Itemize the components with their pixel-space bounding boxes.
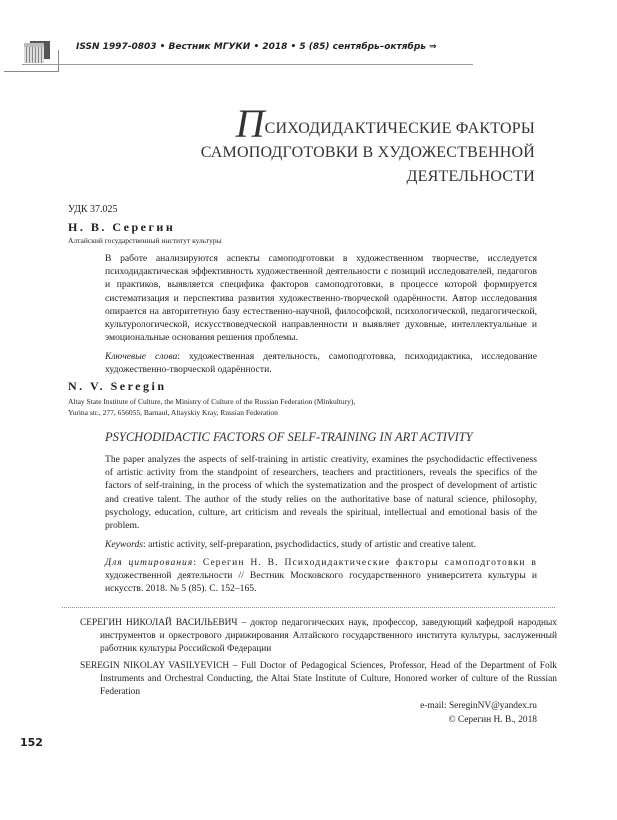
citation-text: : Серегин Н. В. Психодидактические факторы самоподготовки в: [193, 557, 537, 568]
keywords-en: [105, 538, 537, 551]
keywords-text: : художественная деятельность, самоподготовка, психодидактика, исследование художественно-творческой одарённости.: [105, 351, 537, 376]
affiliation-line: Altay State Institute of Culture, the Ministry of Culture of the Russian Federation (Minkultury),: [68, 397, 356, 406]
keywords-ru: [105, 350, 537, 376]
running-header: ISSN 1997-0803 • Вестник МГУКИ • 2018 • 5 (85) сентябрь–октябрь ⇒: [76, 42, 437, 52]
title-line: СИХОДИДАКТИЧЕСКИЕ ФАКТОРЫ: [264, 120, 535, 137]
title-line: САМОПОДГОТОВКИ В ХУДОЖЕСТВЕННОЙ: [200, 144, 535, 161]
author-email: e-mail: SereginNV@yandex.ru: [420, 701, 537, 711]
article-title: [200, 101, 535, 189]
title-initial: П: [235, 101, 265, 146]
dotted-divider: [62, 607, 555, 608]
keywords-label: Keywords: [105, 539, 144, 550]
author-name-en: N. V. Seregin: [68, 379, 167, 393]
header-divider: [22, 64, 473, 65]
author-name-ru: Н. В. Серегин: [68, 220, 176, 234]
citation-label: Для цитирования: [105, 557, 194, 568]
author-affiliation-en: [68, 396, 355, 418]
article-title-en: PSYCHODIDACTIC FACTORS OF SELF-TRAINING IN ART ACTIVITY: [105, 430, 473, 444]
journal-logo-icon: [20, 39, 56, 63]
title-line: ДЕЯТЕЛЬНОСТИ: [406, 168, 535, 185]
author-bio-en: SEREGIN NIKOLAY VASILYEVICH – Full Doctor of Pedagogical Sciences, Professor, Head of the Department of Folk Instruments and Orchestral Conducting, the Altai State Institute of Culture, Honored worker of culture of the Russian Federation: [80, 661, 557, 697]
affiliation-line: Yurina str., 277, 656055, Barnaul, Altayskiy Kray, Russian Federation: [68, 408, 278, 417]
author-bio-ru: СЕРЕГИН НИКОЛАЙ ВАСИЛЬЕВИЧ – доктор педагогических наук, профессор, заведующий кафедрой народных инструментов и оркестрового дирижирования Алтайского государственного института культуры, заслуженный работник культуры Российской Федерации: [80, 618, 557, 654]
citation-text: художественной деятельности // Вестник Московского государственного университета культуры и искусств. 2018. № 5 (85). С. 152–165.: [105, 570, 537, 595]
copyright: © Серегин Н. В., 2018: [448, 714, 537, 725]
udk-code: УДК 37.025: [68, 204, 118, 215]
page-number: 152: [20, 736, 43, 749]
citation: [105, 556, 537, 596]
author-affiliation-ru: Алтайский государственный институт культуры: [68, 236, 222, 245]
abstract-ru: В работе анализируются аспекты самоподготовки в художественном творчестве, исследуется психодидактическая эффективность художественной деятельности с позиций исследователей, педагогов и практиков, выявляется специфика факторов самоподготовки, в процессе которой формируется систематизация и перспектива развития художественно-творческой одарённости. Автор исследования опирается на авторитетную базу естественно-научной, философской, психологической, педагогической, культурологической, искусствоведческой направленности и выявляет духовные, интеллектуальные и эмоциональные основания решения проблемы.: [105, 253, 537, 344]
keywords-text: : artistic activity, self-preparation, psychodidactics, study of artistic and creative talent.: [143, 539, 476, 550]
contact-block: [420, 700, 537, 727]
abstract-en: The paper analyzes the aspects of self-training in artistic creativity, examines the psychodidactic effectiveness of artistic activity from the standpoint of researchers, teachers and practitioners, reveals the specifics of the factors of self-training, in the process of which the systematization and the prospect of development of artistic and creative talent. The author of the study relies on the authoritative base of natural science, philosophy, psychology, education, culture, art criticism and reveals the spiritual, intellectual and emotional basis of the problem.: [105, 454, 537, 532]
keywords-label: Ключевые слова: [105, 351, 178, 362]
